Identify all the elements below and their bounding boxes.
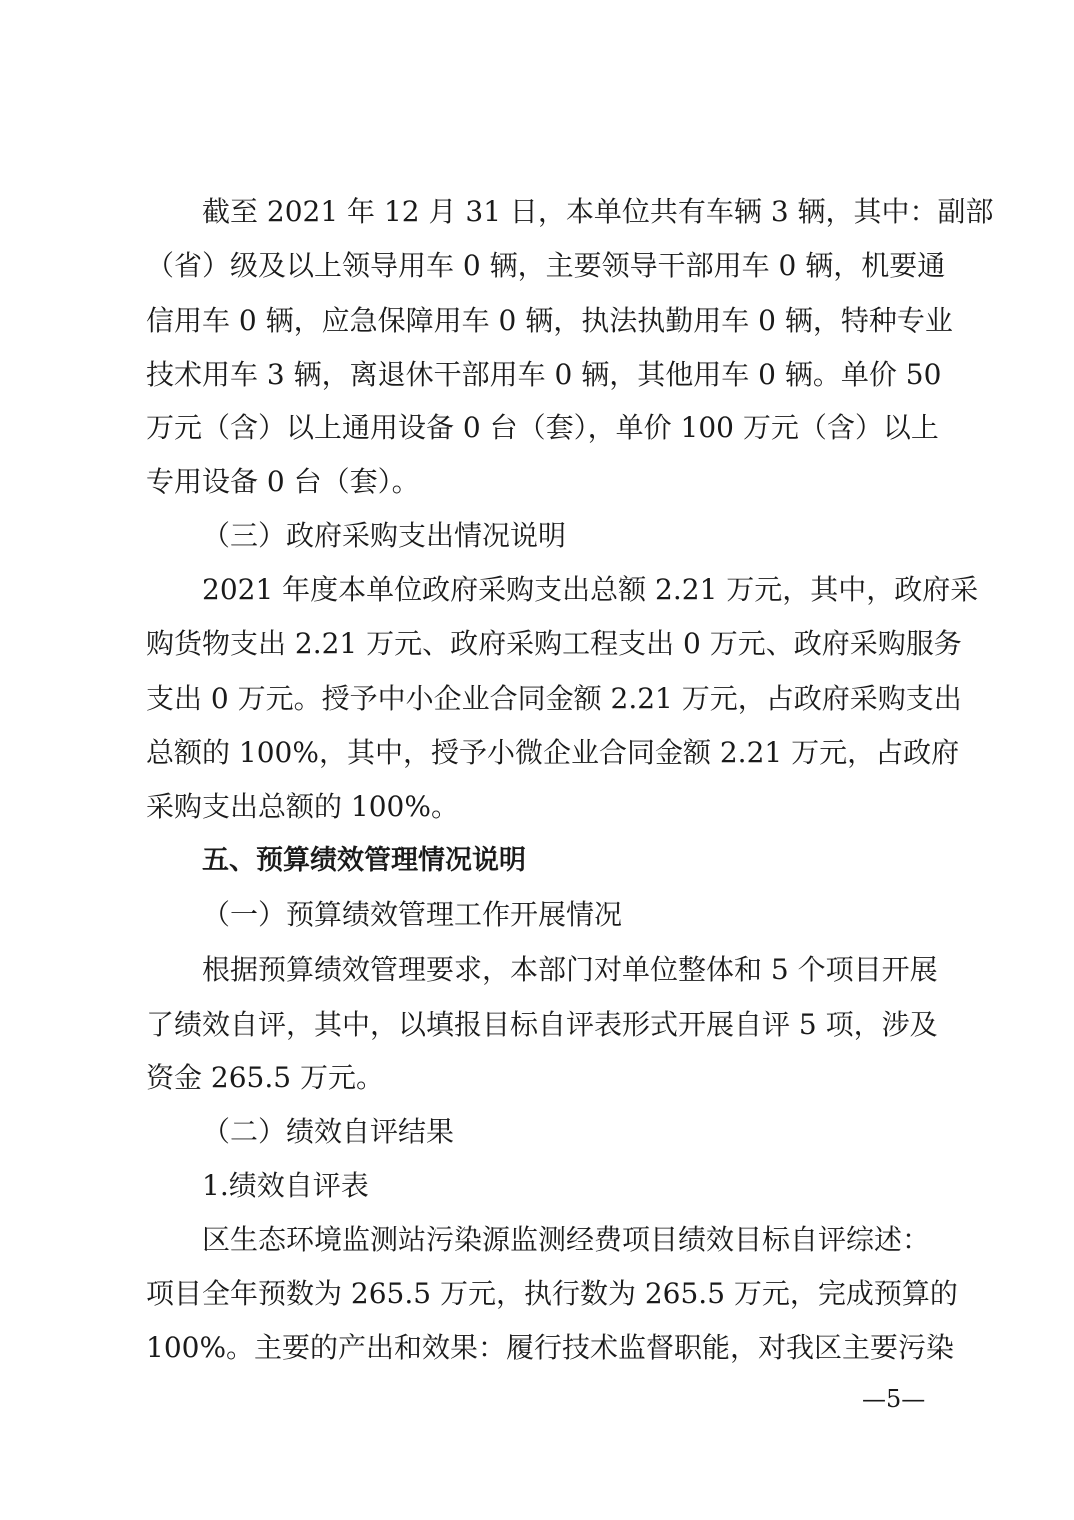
paragraph-line: 区生态环境监测站污染源监测经费项目绩效目标自评综述： <box>202 1223 931 1256</box>
paragraph-line: 项目全年预数为 265.5 万元，执行数为 265.5 万元，完成预算的 <box>146 1277 958 1310</box>
subheading-performance-work: （一）预算绩效管理工作开展情况 <box>202 898 623 931</box>
subheading-self-evaluation-results: （二）绩效自评结果 <box>202 1115 455 1148</box>
paragraph-line: 资金 265.5 万元。 <box>146 1061 384 1094</box>
paragraph-line: 信用车 0 辆，应急保障用车 0 辆，执法执勤用车 0 辆，特种专业 <box>146 304 953 337</box>
paragraph-line: 万元（含）以上通用设备 0 台（套），单价 100 万元（含）以上 <box>146 411 939 444</box>
paragraph-line: 100%。主要的产出和效果：履行技术监督职能，对我区主要污染 <box>146 1331 955 1364</box>
paragraph-line: 采购支出总额的 100%。 <box>146 790 459 823</box>
paragraph-line: 购货物支出 2.21 万元、政府采购工程支出 0 万元、政府采购服务 <box>146 627 962 660</box>
paragraph-line: 截至 2021 年 12 月 31 日，本单位共有车辆 3 辆，其中：副部 <box>202 195 994 228</box>
subheading-procurement: （三）政府采购支出情况说明 <box>202 519 567 552</box>
item-heading-self-evaluation-table: 1.绩效自评表 <box>202 1169 369 1202</box>
paragraph-line: 支出 0 万元。授予中小企业合同金额 2.21 万元，占政府采购支出 <box>146 682 962 715</box>
paragraph-line: 根据预算绩效管理要求，本部门对单位整体和 5 个项目开展 <box>202 953 938 986</box>
page-number: —5— <box>862 1385 926 1413</box>
paragraph-line: 了绩效自评，其中，以填报目标自评表形式开展自评 5 项，涉及 <box>146 1008 938 1041</box>
paragraph-line: 2021 年度本单位政府采购支出总额 2.21 万元，其中，政府采 <box>202 573 979 606</box>
paragraph-line: （省）级及以上领导用车 0 辆，主要领导干部用车 0 辆，机要通 <box>146 249 946 282</box>
paragraph-line: 技术用车 3 辆，离退休干部用车 0 辆，其他用车 0 辆。单价 50 <box>146 358 942 391</box>
paragraph-line: 总额的 100%，其中，授予小微企业合同金额 2.21 万元，占政府 <box>146 736 960 769</box>
section-heading-budget-performance: 五、预算绩效管理情况说明 <box>202 845 526 876</box>
paragraph-line: 专用设备 0 台（套）。 <box>146 465 420 498</box>
